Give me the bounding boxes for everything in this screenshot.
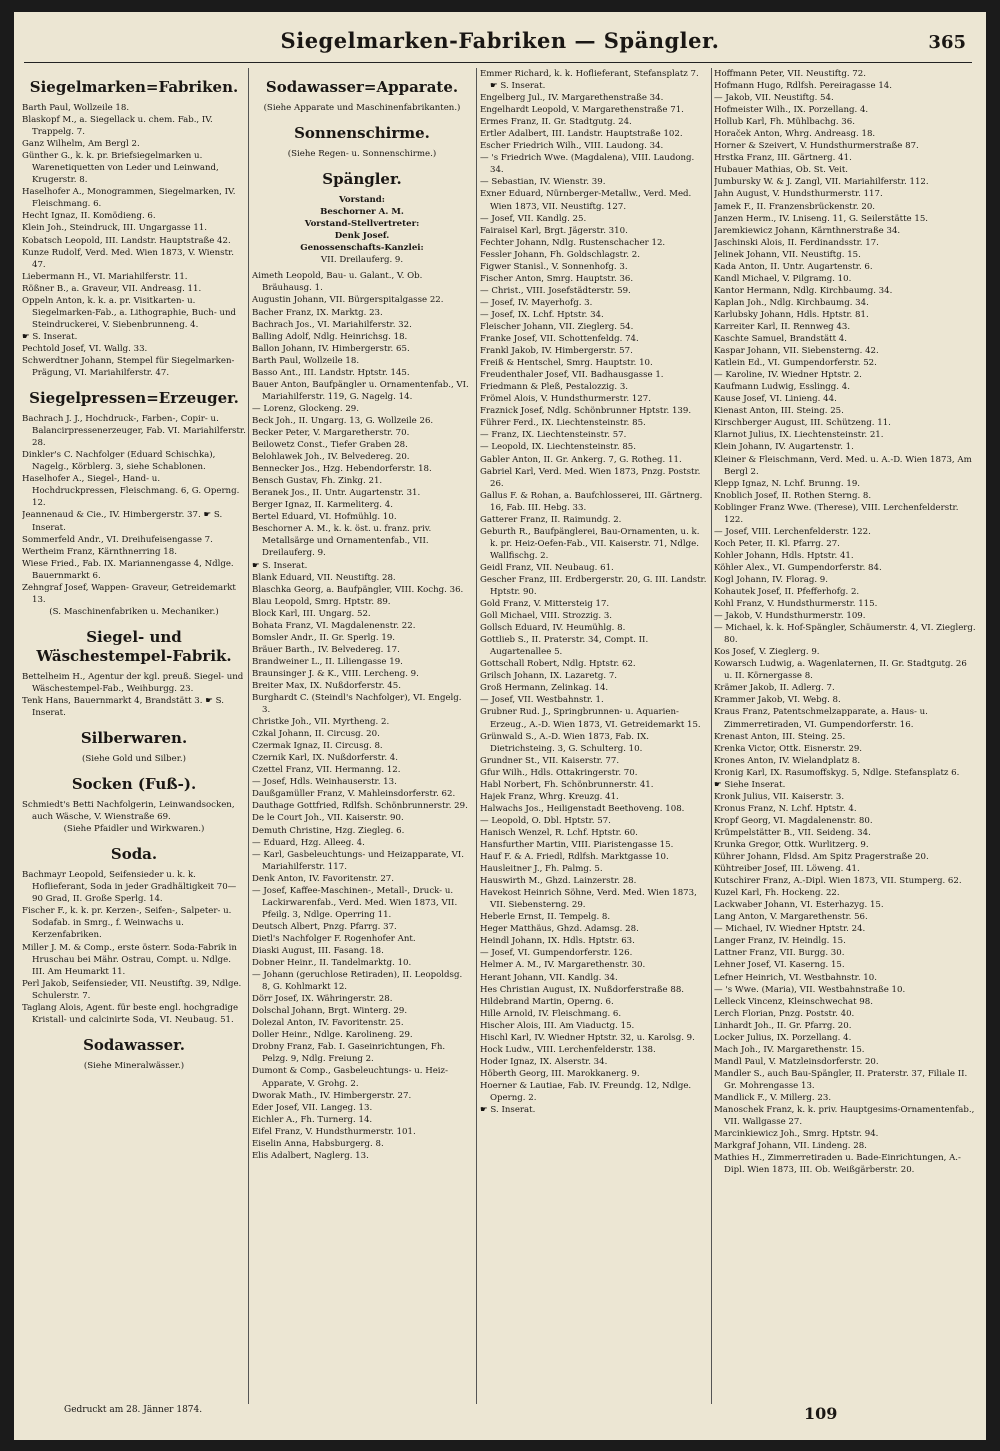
- directory-entry: Fraznick Josef, Ndlg. Schönbrunner Hptstr. 139.: [480, 406, 692, 417]
- header-rule: [24, 62, 972, 63]
- directory-entry: Krämer Jakob, II. Adlerg. 7.: [714, 683, 835, 694]
- directory-entry: Friedmann & Pleß, Pestalozzig. 3.: [480, 382, 629, 393]
- directory-entry: Kantor Hermann, Ndlg. Kirchbaumg. 34.: [714, 285, 893, 296]
- directory-entry: Dietl's Nachfolger F. Rogenhofer Ant.: [252, 933, 416, 944]
- directory-entry: Kaufmann Ludwig, Esslingg. 4.: [714, 382, 850, 393]
- directory-entry: Blaskopf M., a. Siegellack u. chem. Fab., IV. Trappelg. 7.: [22, 115, 213, 138]
- directory-entry: Kühtreiber Josef, III. Löweng. 41.: [714, 864, 860, 875]
- directory-entry: Hock Ludw., VIII. Lerchenfelderstr. 138.: [480, 1044, 656, 1055]
- page-number: 365: [928, 32, 966, 53]
- directory-entry: Ermes Franz, II. Gr. Stadtgutg. 24.: [480, 117, 632, 128]
- directory-entry: Gold Franz, V. Mittersteig 17.: [480, 599, 610, 610]
- directory-entry: Brandweiner L., II. Liliengasse 19.: [252, 656, 403, 667]
- directory-entry: Köhler Alex., VI. Gumpendorferstr. 84.: [714, 562, 882, 573]
- column-1: [22, 68, 246, 1393]
- directory-entry: Demuth Christine, Hzg. Ziegleg. 6.: [252, 825, 405, 836]
- directory-entry: Dobner Heinr., II. Tandelmarktg. 10.: [252, 958, 412, 969]
- directory-entry: Groß Hermann, Zelinkag. 14.: [480, 683, 609, 694]
- directory-entry: Lattner Franz, VII. Burgg. 30.: [714, 948, 845, 959]
- directory-entry: Berger Ignaz, II. Karmeliterg. 4.: [252, 500, 393, 511]
- directory-entry: Hischer Alois, III. Am Viaductg. 15.: [480, 1020, 635, 1031]
- directory-entry: Horner & Szeivert, V. Hundsthurmerstraße 87.: [714, 141, 919, 152]
- directory-entry: — Josef, IV. Mayerhofg. 3.: [480, 297, 593, 308]
- directory-entry: Daußgamüller Franz, V. Mahleinsdorferstr. 62.: [252, 789, 456, 800]
- directory-entry: Gottlieb S., II. Praterstr. 34, Compt. II. Augartenallee 5.: [480, 635, 649, 658]
- directory-entry: Kuzel Karl, Fh. Hockeng. 22.: [714, 888, 840, 899]
- directory-entry: Kohler Johann, Hdls. Hptstr. 41.: [714, 550, 854, 561]
- directory-entry: Geburth R., Baufpänglerei, Bau-Ornamenten, u. k. k. pr. Heiz-Oefen-Fab., VII. Kaiserstr. 71, Ndlge. Wallfischg. 2.: [480, 526, 700, 561]
- directory-entry: Eder Josef, VII. Langeg. 13.: [252, 1102, 373, 1113]
- directory-entry: Diaski August, III. Fasang. 18.: [252, 946, 384, 956]
- directory-entry: Kada Anton, II. Untr. Augartenstr. 6.: [714, 261, 873, 272]
- directory-entry: Aimeth Leopold, Bau- u. Galant., V. Ob. Bräuhausg. 1.: [252, 271, 423, 294]
- directory-entry: — Sebastian, IV. Wienstr. 39.: [480, 177, 606, 188]
- directory-entry: Hecht Ignaz, II. Komödieng. 6.: [22, 211, 156, 222]
- directory-entry: Dolschal Johann, Brgt. Winterg. 29.: [252, 1006, 408, 1017]
- directory-entry: Jumbursky W. & J. Zangl, VII. Mariahilferstr. 112.: [714, 177, 929, 188]
- section-subheading: Denk Josef.: [334, 231, 390, 242]
- directory-entry: Frankl Jakob, IV. Himbergerstr. 57.: [480, 346, 633, 357]
- directory-entry: Krammer Jakob, VI. Webg. 8.: [714, 695, 841, 706]
- directory-entry: Pechtold Josef, VI. Wallg. 33.: [22, 343, 148, 354]
- section-heading: Silberwaren.: [80, 729, 188, 748]
- directory-entry: — Leopold, O. Dbl. Hptstr. 57.: [480, 815, 611, 826]
- directory-entry: Kronk Julius, VII. Kaiserstr. 3.: [714, 791, 845, 802]
- directory-entry: Perl Jakob, Seifensieder, VII. Neustiftg. 39, Ndlge. Schulerstr. 7.: [22, 978, 242, 1001]
- directory-entry: Beck Joh., II. Ungarg. 13, G. Wollzeile 26.: [252, 415, 434, 426]
- directory-entry: ☛ S. Inserat.: [252, 560, 308, 571]
- directory-entry: — Josef, VI. Gumpendorferstr. 126.: [480, 948, 633, 959]
- directory-entry: Denk Anton, IV. Favoritenstr. 27.: [252, 873, 394, 884]
- directory-entry: Krones Anton, IV. Wielandplatz 8.: [714, 755, 861, 766]
- section-subheading: Vorstand-Stellvertreter:: [304, 219, 420, 230]
- directory-entry: Eifel Franz, V. Hundsthurmerstr. 101.: [252, 1126, 416, 1137]
- directory-entry: Gabriel Karl, Verd. Med. Wien 1873, Pnzg. Poststr. 26.: [480, 466, 701, 489]
- directory-entry: Blau Leopold, Smrg. Hptstr. 89.: [252, 596, 391, 607]
- directory-entry: Kohl Franz, V. Hundsthurmerstr. 115.: [714, 599, 878, 610]
- directory-entry: Figwer Stanisl., V. Sonnenhofg. 3.: [480, 261, 628, 272]
- directory-entry: Augustin Johann, VII. Bürgerspitalgasse 22.: [252, 295, 444, 306]
- section-subheading: Genossenschafts-Kanzlei:: [300, 243, 424, 254]
- column-divider: [711, 68, 712, 1404]
- directory-entry: Halwachs Jos., Heiligenstadt Beethoveng. 108.: [480, 803, 685, 814]
- section-note: (Siehe Gold und Silber.): [82, 754, 186, 765]
- directory-entry: Lehner Josef, VI. Kaserng. 15.: [714, 960, 845, 971]
- directory-entry: Lackwaber Johann, VI. Esterhazyg. 15.: [714, 900, 884, 911]
- section-heading: Siegel- und Wäschestempel-Fabrik.: [36, 627, 232, 665]
- section-heading: Soda.: [110, 845, 158, 864]
- page-title: Siegelmarken-Fabriken — Spängler.: [280, 28, 720, 53]
- directory-entry: Grilsch Johann, IX. Lazaretg. 7.: [480, 671, 618, 682]
- directory-entry: Gfur Wilh., Hdls. Ottakringerstr. 70.: [480, 767, 638, 778]
- directory-entry: Heberle Ernst, II. Tempelg. 8.: [480, 912, 611, 923]
- directory-entry: Fechter Johann, Ndlg. Rustenschacher 12.: [480, 237, 666, 248]
- directory-entry: Dauthage Gottfried, Rdlfsh. Schönbrunnerstr. 29.: [252, 801, 468, 812]
- directory-entry: Lefner Heinrich, VI. Westbahnstr. 10.: [714, 972, 877, 983]
- directory-entry: Czernik Karl, IX. Nußdorferstr. 4.: [252, 753, 399, 764]
- directory-entry: Kienast Anton, III. Steing. 25.: [714, 406, 844, 417]
- directory-entry: ☛ S. Inserat.: [480, 1105, 536, 1116]
- directory-entry: Becker Peter, V. Margaretherstr. 70.: [252, 427, 410, 438]
- directory-entry: Kirschberger August, III. Schützeng. 11.: [714, 418, 891, 429]
- directory-entry: Czermak Ignaz, II. Circusg. 8.: [252, 741, 383, 752]
- directory-entry: Schwerdtner Johann, Stempel für Siegelmarken-Prägung, VI. Mariahilferstr. 47.: [22, 355, 235, 379]
- directory-entry: Jelinek Johann, VII. Neustiftg. 15.: [714, 249, 861, 260]
- directory-entry: Kos Josef, V. Zieglerg. 9.: [714, 647, 820, 658]
- directory-entry: — Franz, IX. Liechtensteinstr. 57.: [480, 430, 627, 441]
- directory-entry: Hildebrand Martin, Operng. 6.: [480, 996, 614, 1007]
- directory-entry: Hansfurther Martin, VIII. Piaristengasse 15.: [480, 840, 674, 850]
- directory-entry: Bauer Anton, Baufpängler u. Ornamentenfab., VI. Mariahilferstr. 119, G. Nagelg. 14.: [252, 379, 469, 402]
- directory-entry: Emmer Richard, k. k. Hoflieferant, Stefansplatz 7. ☛ S. Inserat.: [480, 69, 699, 92]
- directory-entry: Kandl Michael, V. Pilgramg. 10.: [714, 273, 852, 284]
- directory-entry: Basso Ant., III. Landstr. Hptstr. 145.: [252, 367, 410, 378]
- directory-entry: Beilowetz Const., Tiefer Graben 28.: [252, 440, 408, 451]
- directory-entry: Hes Christian August, IX. Nußdorferstraße 88.: [480, 984, 685, 995]
- directory-entry: Goll Michael, VIII. Strozzig. 3.: [480, 611, 613, 622]
- directory-entry: Dolezal Anton, IV. Favoritenstr. 25.: [252, 1018, 404, 1029]
- directory-entry: Klarnot Julius, IX. Liechtensteinstr. 21.: [714, 430, 884, 441]
- directory-entry: Jahn August, V. Hundsthurmerstr. 117.: [714, 189, 883, 200]
- directory-entry: Grubner Rud. J., Springbrunnen- u. Aquarien-Erzeug., A.-D. Wien 1873, VI. Getreidemarkt 15.: [480, 707, 701, 730]
- directory-entry: Kogl Johann, IV. Florag. 9.: [714, 574, 828, 585]
- column-4: [714, 68, 976, 1393]
- directory-entry: — Johann (geruchlose Retiraden), II. Leopoldsg. 8, G. Kohlmarkt 12.: [252, 970, 463, 993]
- directory-entry: Bomsler Andr., II. Gr. Sperlg. 19.: [252, 632, 396, 643]
- directory-entry: Hischl Karl, IV. Wiedner Hptstr. 32, u. Karolsg. 9.: [480, 1032, 695, 1043]
- directory-entry: Blaschka Georg, a. Baufpängler, VIII. Kochg. 36.: [252, 584, 464, 595]
- directory-entry: Block Karl, III. Ungarg. 52.: [252, 608, 371, 619]
- directory-entry: Frömel Alois, V. Hundsthurmerstr. 127.: [480, 394, 651, 405]
- directory-entry: Escher Friedrich Wilh., VIII. Laudong. 34.: [480, 141, 664, 152]
- directory-entry: Burghardt C. (Steindl's Nachfolger), VI. Engelg. 3.: [252, 693, 462, 716]
- directory-entry: Heger Matthäus, Ghzd. Adamsg. 28.: [480, 924, 639, 935]
- section-note: (Siehe Apparate und Maschinenfabrikanten.): [263, 103, 461, 113]
- directory-entry: Sommerfeld Andr., VI. Dreihufeisengasse 7.: [22, 534, 213, 545]
- directory-entry: Höberth Georg, III. Marokkanerg. 9.: [480, 1068, 640, 1079]
- directory-entry: Fairaisel Karl, Brgt. Jägerstr. 310.: [480, 225, 628, 236]
- directory-entry: Kohautek Josef, II. Pfefferhofg. 2.: [714, 587, 860, 598]
- directory-entry: Taglang Alois, Agent. für beste engl. hochgradige Kristall- und calcinirte Soda, VI. Neubaug. 51.: [22, 1002, 239, 1025]
- directory-entry: Hoder Ignaz, IX. Alserstr. 34.: [480, 1056, 608, 1067]
- directory-entry: Karlubsky Johann, Hdls. Hptstr. 81.: [714, 309, 869, 320]
- directory-entry: Klepp Ignaz, N. Lchf. Brunng. 19.: [714, 478, 861, 489]
- column-divider: [476, 68, 477, 1404]
- directory-entry: Haselhofer A., Monogrammen, Siegelmarken, IV. Fleischmang. 6.: [22, 187, 236, 210]
- directory-entry: — Michael, k. k. Hof-Spängler, Schäumerstr. 4, VI. Zieglerg. 80.: [714, 623, 976, 646]
- section-note: (Siehe Regen- u. Sonnenschirme.): [287, 149, 437, 160]
- directory-entry: Geidl Franz, VII. Neubaug. 61.: [480, 562, 614, 573]
- directory-entry: Krümpelstätter B., VII. Seideng. 34.: [714, 827, 871, 838]
- directory-entry: Mach Joh., IV. Margarethenstr. 15.: [714, 1044, 865, 1055]
- directory-entry: Eiselin Anna, Habsburgerg. 8.: [252, 1138, 384, 1149]
- directory-entry: ☛ Siehe Inserat.: [714, 779, 786, 790]
- section-heading: Siegelmarken=Fabriken.: [29, 78, 239, 96]
- directory-entry: Dworak Math., IV. Himbergerstr. 27.: [252, 1090, 412, 1101]
- directory-entry: Linhardt Joh., II. Gr. Pfarrg. 20.: [714, 1020, 852, 1031]
- directory-entry: Gallus F. & Rohan, a. Baufchlosserei, III. Gärtnerg. 16, Fab. III. Hebg. 33.: [480, 490, 703, 513]
- directory-entry: Bachrach Jos., VI. Mariahilferstr. 32.: [252, 319, 412, 330]
- directory-entry: Grundner St., VII. Kaiserstr. 77.: [480, 755, 620, 766]
- directory-entry: — Josef, VII. Kandlg. 25.: [480, 213, 587, 224]
- directory-entry: Lelleck Vincenz, Kleinschwechat 98.: [714, 996, 873, 1007]
- directory-entry: Franke Josef, VII. Schottenfeldg. 74.: [480, 334, 639, 345]
- directory-entry: Gabler Anton, II. Gr. Ankerg. 7, G. Rotheg. 11.: [480, 454, 682, 465]
- directory-entry: Kaschte Samuel, Brandstätt 4.: [714, 334, 847, 345]
- directory-entry: — 's Friedrich Wwe. (Magdalena), VIII. Laudong. 34.: [480, 153, 695, 176]
- directory-entry: Kraus Franz, Patentschmelzapparate, a. Haus- u. Zimmerretiraden, VI. Gumpendorferstr. 16.: [714, 707, 928, 730]
- directory-entry: Mandlick F., V. Millerg. 23.: [714, 1092, 832, 1103]
- directory-entry: Kaplan Joh., Ndlg. Kirchbaumg. 34.: [714, 297, 869, 308]
- directory-entry: Engelhardt Leopold, V. Margarethenstraße 71.: [480, 105, 684, 116]
- directory-entry: Hoerner & Lautiae, Fab. IV. Freundg. 12, Ndlge. Operng. 2.: [480, 1080, 692, 1103]
- directory-entry: — Christ., VIII. Josefstädterstr. 59.: [480, 285, 631, 296]
- section-heading: Sonnenschirme.: [294, 124, 430, 143]
- directory-entry: Koblinger Franz Wwe. (Therese), VIII. Lerchenfelderstr. 122.: [714, 502, 959, 525]
- directory-entry: ☛ S. Inserat.: [22, 331, 78, 342]
- section-note: (Siehe Pfaidler und Wirkwaren.): [63, 824, 205, 835]
- directory-entry: Mandl Paul, V. Matzleinsdorferstr. 20.: [714, 1056, 879, 1067]
- directory-entry: Hofmann Hugo, Rdlfsh. Pereiragasse 14.: [714, 81, 892, 92]
- directory-entry: Mandler S., auch Bau-Spängler, II. Praterstr. 37, Filiale II. Gr. Mohrengasse 13.: [714, 1068, 968, 1091]
- directory-entry: Dinkler's C. Nachfolger (Eduard Schischka), Nagelg., Körblerg. 3, siehe Schablonen.: [22, 450, 216, 473]
- directory-entry: Heindl Johann, IX. Hdls. Hptstr. 63.: [480, 936, 635, 947]
- directory-entry: Klein Johann, IV. Augartenstr. 1.: [714, 442, 854, 453]
- directory-entry: Lang Anton, V. Margarethenstr. 56.: [714, 912, 868, 923]
- directory-entry: Bacher Franz, IX. Marktg. 23.: [252, 307, 383, 318]
- directory-entry: Bachmayr Leopold, Seifensieder u. k. k. Hoflieferant, Soda in jeder Gradhältigkeit 70—90 Grad, II. Große Sperlg. 14.: [22, 870, 237, 905]
- directory-entry: Hajek Franz, Whrg. Kreuzg. 41.: [480, 791, 619, 802]
- directory-entry: Gescher Franz, III. Erdbergerstr. 20, G. III. Landstr. Hptstr. 90.: [480, 574, 707, 598]
- directory-entry: Gollsch Eduard, IV. Heumühlg. 8.: [480, 623, 626, 634]
- directory-entry: Ganz Wilhelm, Am Bergl 2.: [22, 139, 140, 150]
- directory-entry: Dörr Josef, IX. Währingerstr. 28.: [252, 994, 393, 1005]
- directory-entry: Breiter Max, IX. Nußdorferstr. 45.: [252, 680, 401, 691]
- directory-entry: Hrstka Franz, III. Gärtnerg. 41.: [714, 153, 852, 164]
- section-subheading: Vorstand:: [339, 195, 385, 206]
- directory-entry: Kleiner & Fleischmann, Verd. Med. u. A.-D. Wien 1873, Am Bergl 2.: [714, 454, 972, 477]
- directory-entry: Exner Eduard, Nürnberger-Metallw., Verd. Med. Wien 1873, VII. Neustiftg. 127.: [480, 189, 692, 212]
- directory-entry: Haselhofer A., Siegel-, Hand- u. Hochdruckpressen, Fleischmang. 6, G. Operng. 12.: [22, 474, 240, 509]
- directory-entry: — 's Wwe. (Maria), VII. Westbahnstraße 10.: [714, 984, 906, 995]
- directory-entry: Hausleitner J., Fh. Palmg. 5.: [480, 864, 603, 875]
- directory-entry: Fischer Anton, Smrg. Hauptstr. 36.: [480, 273, 634, 284]
- directory-entry: Beranek Jos., II. Untr. Augartenstr. 31.: [252, 488, 421, 499]
- directory-entry: Hubauer Mathias, Ob. St. Veit.: [714, 165, 849, 176]
- directory-entry: Schmiedt's Betti Nachfolgerin, Leinwandsocken, auch Wäsche, V. Wienstraße 69.: [22, 800, 235, 823]
- directory-entry: Barth Paul, Wollzeile 18.: [252, 355, 360, 366]
- directory-entry: Fessler Johann, Fh. Goldschlagstr. 2.: [480, 249, 640, 260]
- directory-entry: — Josef, Hdls. Weinhauserstr. 13.: [252, 777, 397, 788]
- directory-entry: Karreiter Karl, II. Rennweg 43.: [714, 321, 851, 332]
- directory-entry: Kronus Franz, N. Lchf. Hptstr. 4.: [714, 803, 857, 814]
- column-divider: [248, 68, 249, 1404]
- directory-entry: Miller J. M. & Comp., erste österr. Soda-Fabrik in Hruschau bei Mähr. Ostrau, Compt. u. Ndlge. III. Am Heumarkt 11.: [22, 942, 237, 977]
- directory-entry: Zehngraf Josef, Wappen- Graveur, Getreidemarkt 13.: [22, 582, 236, 605]
- directory-entry: Deutsch Albert, Pnzg. Pfarrg. 37.: [252, 921, 397, 932]
- directory-entry: Christke Joh., VII. Myrtheng. 2.: [252, 717, 390, 728]
- directory-entry: Marcinkiewicz Joh., Smrg. Hptstr. 94.: [714, 1129, 879, 1140]
- directory-entry: Dumont & Comp., Gasbeleuchtungs- u. Heiz-Apparate, V. Grohg. 2.: [252, 1066, 448, 1089]
- directory-entry: Markgraf Johann, VII. Lindeng. 28.: [714, 1141, 867, 1152]
- directory-entry: Hauf F. & A. Friedl, Rdlfsh. Marktgasse 10.: [480, 852, 669, 863]
- directory-entry: Wertheim Franz, Kärnthnerring 18.: [22, 546, 177, 557]
- directory-entry: Eichler A., Fh. Turnerg. 14.: [252, 1114, 373, 1125]
- column-3: [480, 68, 708, 1393]
- directory-entry: Fischer F., k. k. pr. Kerzen-, Seifen-, Salpeter- u. Sodafab. in Smrg., f. Weinwachs u. Kerzenfabriken.: [22, 906, 232, 941]
- directory-entry: Horaček Anton, Whrg. Andreasg. 18.: [714, 129, 876, 140]
- directory-entry: Knoblich Josef, II. Rothen Sterng. 8.: [714, 490, 872, 501]
- directory-entry: Krenast Anton, III. Steing. 25.: [714, 731, 846, 742]
- directory-entry: Beschorner A. M., k. k. öst. u. franz. priv. Metallsärge und Ornamentenfab., VII. Dreilauferg. 9.: [252, 524, 432, 559]
- directory-entry: Barth Paul, Wollzeile 18.: [22, 103, 130, 113]
- section-note: VII. Dreilauferg. 9.: [320, 255, 404, 266]
- directory-entry: Drobny Franz, Fab. I. Gaseinrichtungen, Fh. Pelzg. 9, Ndlg. Freiung 2.: [252, 1042, 446, 1065]
- directory-entry: Ballon Johann, IV. Himbergerstr. 65.: [252, 343, 410, 354]
- section-note: (Siehe Mineralwässer.): [83, 1060, 185, 1071]
- directory-entry: Havekost Heinrich Söhne, Verd. Med. Wien 1873, VII. Siebensterng. 29.: [480, 888, 697, 911]
- directory-entry: Bräuer Barth., IV. Belvedereg. 17.: [252, 644, 400, 655]
- directory-entry: Czettel Franz, VII. Hermanng. 12.: [252, 765, 401, 776]
- directory-entry: Langer Franz, IV. Heindlg. 15.: [714, 936, 846, 947]
- directory-entry: Braunsinger J. & K., VIII. Lercheng. 9.: [252, 668, 419, 679]
- section-heading: Sodawasser.: [83, 1035, 185, 1054]
- directory-entry: Herant Johann, VII. Kandlg. 34.: [480, 972, 618, 983]
- directory-entry: Tenk Hans, Bauernmarkt 4, Brandstätt 3. ☛ S. Inserat.: [22, 695, 224, 719]
- directory-entry: — Karoline, IV. Wiedner Hptstr. 2.: [714, 370, 862, 381]
- directory-entry: Jaremkiewicz Johann, Kärnthnerstraße 34.: [714, 225, 901, 236]
- section-heading: Sodawasser=Apparate.: [265, 78, 459, 96]
- directory-entry: Balling Adolf, Ndlg. Heinrichsg. 18.: [252, 331, 408, 342]
- directory-entry: De le Court Joh., VII. Kaiserstr. 90.: [252, 813, 404, 824]
- section-subheading: Beschorner A. M.: [320, 207, 404, 218]
- directory-entry: Kause Josef, VI. Linieng. 44.: [714, 394, 837, 405]
- section-note: (S. Maschinenfabriken u. Mechaniker.): [49, 606, 219, 617]
- directory-entry: — Jakob, V. Hundsthurmerstr. 109.: [714, 611, 866, 622]
- directory-entry: Lerch Florian, Pnzg. Poststr. 40.: [714, 1008, 855, 1019]
- directory-entry: Gatterer Franz, II. Raimundg. 2.: [480, 514, 622, 525]
- directory-entry: Belohlawek Joh., IV. Belvedereg. 20.: [252, 452, 410, 463]
- directory-entry: Bennecker Jos., Hzg. Hebendorferstr. 18.: [252, 464, 432, 475]
- directory-entry: Bertel Eduard, VI. Hofmühlg. 10.: [252, 512, 397, 523]
- directory-entry: Mathies H., Zimmerretiraden u. Bade-Einrichtungen, A.-Dipl. Wien 1873, III. Ob. Weißgärberstr. 20.: [714, 1153, 961, 1176]
- directory-entry: Hollub Karl, Fh. Mühlbachg. 36.: [714, 117, 855, 128]
- directory-entry: Hofmeister Wilh., IX. Porzellang. 4.: [714, 105, 869, 116]
- directory-entry: Kronig Karl, IX. Rasumoffskyg. 5, Ndlge. Stefansplatz 6.: [714, 767, 960, 778]
- print-date: Gedruckt am 28. Jänner 1874.: [64, 1405, 203, 1415]
- directory-entry: Bettelheim H., Agentur der kgl. preuß. Siegel- und Wäschestempel-Fab., Weihburgg. 23.: [22, 671, 244, 694]
- directory-entry: — Josef, VIII. Lerchenfelderstr. 122.: [714, 526, 871, 537]
- directory-entry: Rößner B., a. Graveur, VII. Andreasg. 11.: [22, 283, 202, 294]
- directory-entry: Bohata Franz, VI. Magdalenenstr. 22.: [252, 620, 416, 631]
- directory-entry: Kutschirer Franz, A.-Dipl. Wien 1873, VII. Stumperg. 62.: [714, 876, 962, 887]
- directory-entry: — Leopold, IX. Liechtensteinstr. 85.: [480, 442, 637, 453]
- directory-entry: Czkal Johann, II. Circusg. 20.: [252, 729, 380, 740]
- directory-entry: Kührer Johann, Fldsd. Am Spitz Pragerstraße 20.: [714, 852, 929, 863]
- directory-entry: Bensch Gustav, Fh. Zinkg. 21.: [252, 476, 383, 487]
- directory-entry: Kobatsch Leopold, III. Landstr. Hauptstraße 42.: [22, 235, 231, 246]
- directory-entry: Manoschek Franz, k. k. priv. Hauptgesims-Ornamentenfab., VII. Wallgasse 27.: [714, 1105, 975, 1128]
- directory-entry: Bachrach J. J., Hochdruck-, Farben-, Copir- u. Balancirpressenerzeuger, Fab. VI. Mariahilferstr. 28.: [22, 414, 246, 449]
- directory-entry: — Eduard, Hzg. Alleeg. 4.: [252, 837, 365, 848]
- directory-entry: Ertler Adalbert, III. Landstr. Hauptstraße 102.: [480, 129, 683, 140]
- directory-entry: Fleischer Johann, VII. Zieglerg. 54.: [480, 321, 634, 332]
- section-heading: Spängler.: [322, 170, 402, 189]
- directory-entry: Katlein Ed., VI. Gumpendorferstr. 52.: [714, 358, 877, 369]
- directory-page: [14, 12, 986, 1440]
- directory-entry: Habl Norbert, Fh. Schönbrunnerstr. 41.: [480, 779, 654, 790]
- directory-entry: Locker Julius, IX. Porzellang. 4.: [714, 1032, 852, 1043]
- directory-entry: Doller Heinr., Ndlge. Karolineng. 29.: [252, 1030, 413, 1041]
- directory-entry: Koch Peter, II. Kl. Pfarrg. 27.: [714, 538, 840, 549]
- column-2: [252, 68, 472, 1393]
- directory-entry: Klein Joh., Steindruck, III. Ungargasse 11.: [22, 223, 208, 234]
- sheet-signature: 109: [804, 1404, 838, 1423]
- directory-entry: Hauswirth M., Ghzd. Lainzerstr. 28.: [480, 876, 637, 887]
- directory-entry: Kunze Rudolf, Verd. Med. Wien 1873, V. Wienstr. 47.: [22, 247, 234, 270]
- directory-entry: Kowarsch Ludwig, a. Wagenlaternen, II. Gr. Stadtgutg. 26 u. II. Körnergasse 8.: [714, 659, 967, 682]
- directory-entry: Jeannenaud & Cie., IV. Himbergerstr. 37. ☛ S. Inserat.: [22, 510, 223, 533]
- directory-entry: — Josef, VII. Westbahnstr. 1.: [480, 695, 604, 706]
- section-heading: Siegelpressen=Erzeuger.: [29, 389, 239, 408]
- directory-entry: Janzen Herm., IV. Lniseng. 11, G. Seilerstätte 15.: [714, 213, 929, 224]
- directory-entry: Hanisch Wenzel, R. Lchf. Hptstr. 60.: [480, 827, 638, 838]
- directory-entry: Jaschinski Alois, II. Ferdinandsstr. 17.: [714, 237, 879, 248]
- directory-entry: Kropf Georg, VI. Magdalenenstr. 80.: [714, 815, 873, 826]
- directory-entry: Freiß & Hentschel, Smrg. Hauptstr. 10.: [480, 358, 653, 369]
- directory-entry: Liebermann H., VI. Mariahilferstr. 11.: [22, 271, 188, 282]
- directory-entry: — Jakob, VII. Neustiftg. 54.: [714, 93, 834, 104]
- directory-entry: Krunka Gregor, Ottk. Wurlitzerg. 9.: [714, 840, 869, 850]
- directory-entry: Blank Eduard, VII. Neustiftg. 28.: [252, 572, 396, 583]
- directory-entry: — Michael, IV. Wiedner Hptstr. 24.: [714, 924, 866, 935]
- directory-entry: Gottschall Robert, Ndlg. Hptstr. 62.: [480, 659, 636, 670]
- directory-entry: — Lorenz, Glockeng. 29.: [252, 403, 359, 414]
- directory-entry: — Josef, IX. Lchf. Hptstr. 34.: [480, 309, 604, 320]
- directory-entry: — Karl, Gasbeleuchtungs- und Heizapparate, VI. Mariahilferstr. 117.: [252, 849, 464, 872]
- directory-entry: Jamek F., II. Franzensbrückenstr. 20.: [714, 201, 876, 212]
- directory-entry: Helmer A. M., IV. Margarethenstr. 30.: [480, 960, 646, 971]
- directory-entry: Freudenthaler Josef, VII. Badhausgasse 1.: [480, 370, 664, 381]
- directory-entry: Oppeln Anton, k. k. a. pr. Visitkarten- u. Siegelmarken-Fab., a. Lithographie, Buch- und Steindruckerei, V. Siebenbrunneng. 4.: [22, 295, 237, 330]
- directory-entry: — Josef, Kaffee-Maschinen-, Metall-, Druck- u. Lackirwarenfab., Verd. Med. Wien 1873, VII. Pfeilg. 3, Ndlge. Operring 11.: [252, 885, 458, 920]
- directory-entry: Kaspar Johann, VII. Siebensterng. 42.: [714, 346, 879, 357]
- directory-entry: Hille Arnold, IV. Fleischmang. 6.: [480, 1008, 622, 1019]
- directory-entry: Wiese Fried., Fab. IX. Mariannengasse 4, Ndlge. Bauernmarkt 6.: [22, 558, 234, 581]
- directory-entry: Hoffmann Peter, VII. Neustiftg. 72.: [714, 69, 866, 79]
- directory-entry: Elis Adalbert, Naglerg. 13.: [252, 1150, 369, 1161]
- directory-entry: Engelberg Jul., IV. Margarethenstraße 34.: [480, 93, 664, 104]
- directory-entry: Grünwald S., A.-D. Wien 1873, Fab. IX. Dietrichsteing. 3, G. Schulterg. 10.: [480, 731, 649, 754]
- directory-entry: Krenka Victor, Ottk. Eisnerstr. 29.: [714, 743, 863, 754]
- section-heading: Socken (Fuß-).: [71, 775, 197, 794]
- directory-entry: Führer Ferd., IX. Liechtensteinstr. 85.: [480, 418, 646, 429]
- directory-entry: Günther G., k. k. pr. Briefsiegelmarken u. Warenetiquetten von Leder und Leinwand, Krugerstr. 8.: [22, 151, 219, 186]
